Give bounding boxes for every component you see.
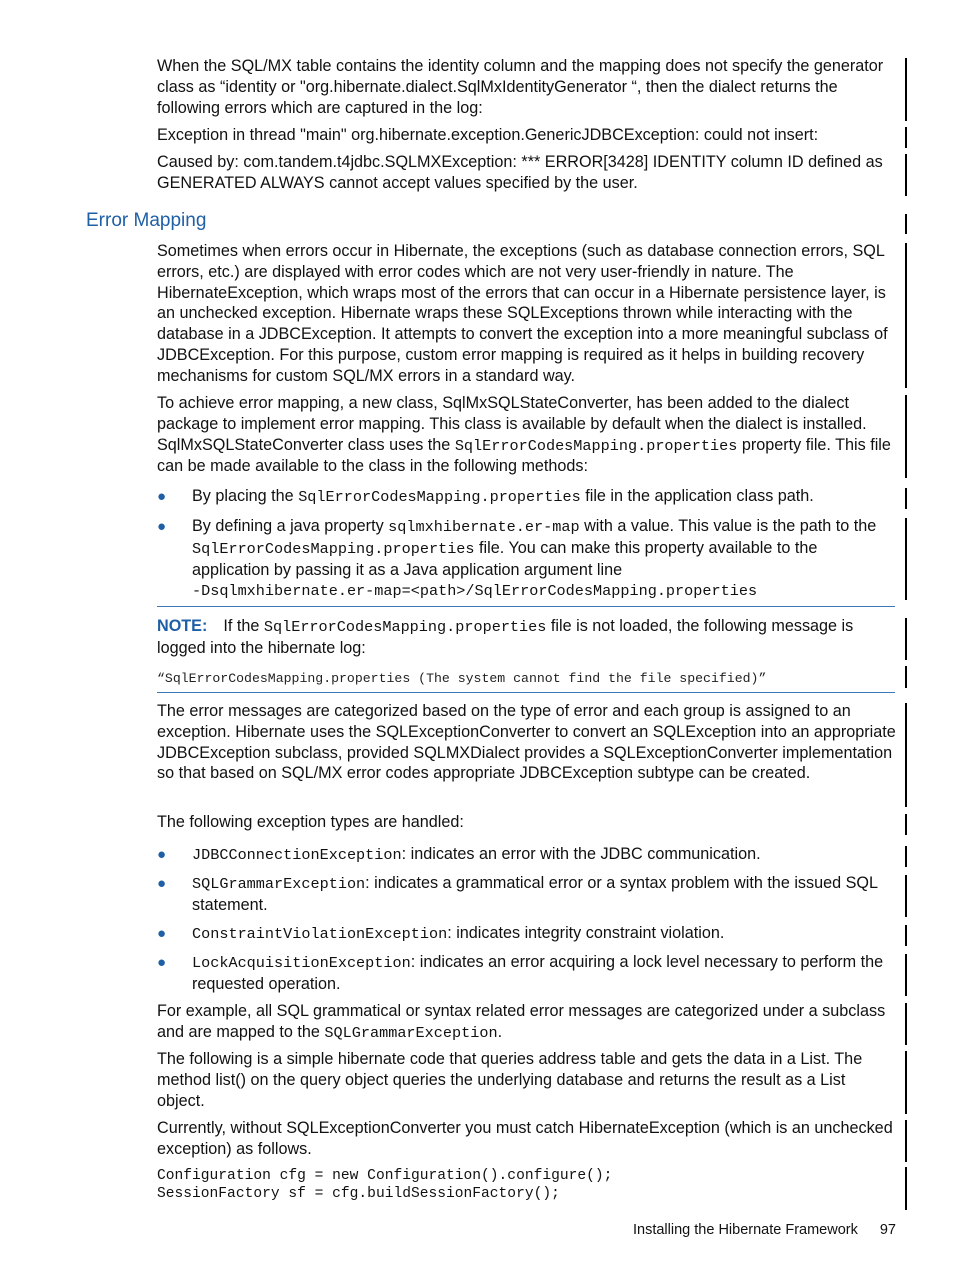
list-item: ● By defining a java property sqlmxhibernate.er-map with a value. This value is the path to the SqlErrorCodesMapping.properties file. You can make this property available to the application by passing it as a Java application argument line -Dsqlmxhibernate.er-map=<path>/SqlErrorCodesMapping.properties xyxy=(157,517,877,601)
footer-title: Installing the Hibernate Framework xyxy=(633,1222,858,1238)
section-paragraph-6: The following is a simple hibernate code that queries address table and gets the data in a List. The method list() on the query object queries the underlying database and returns the result as a List object. xyxy=(157,1050,863,1110)
intro-paragraph-3: Caused by: com.tandem.t4jdbc.SQLMXException: *** ERROR[3428] IDENTITY column ID defined as GENERATED ALWAYS cannot accept values specified by the user. xyxy=(157,153,883,192)
section-paragraph-3: The error messages are categorized based on the type of error and each group is assigned to an exception. Hibernate uses the SQLExceptionConverter to convert an SQLException into an appropriate JDBCException subclass, provided SQLMXDialect provides a SQLExceptionConverter implementation so that based on SQL/MX error codes appropriate JDBCException subtype can be created. xyxy=(157,702,896,783)
change-bar xyxy=(905,214,907,234)
note-top-rule xyxy=(157,606,895,607)
change-bar xyxy=(905,154,907,196)
intro-paragraph-2: Exception in thread "main" org.hibernate.exception.GenericJDBCException: could not insert: xyxy=(157,126,819,144)
section-paragraph-4: The following exception types are handled: xyxy=(157,813,464,831)
code-block xyxy=(157,1167,897,1203)
inline-code: SqlErrorCodesMapping.properties xyxy=(454,436,738,455)
list-item: ● SQLGrammarException: indicates a grammatical error or a syntax problem with the issued SQL statement. xyxy=(157,874,878,914)
change-bar xyxy=(905,925,907,946)
change-bar xyxy=(905,395,907,478)
bullet-icon: ● xyxy=(157,925,167,942)
note-label: NOTE: xyxy=(157,617,208,635)
note-box: NOTE: If the SqlErrorCodesMapping.properties file is not loaded, the following message is logged into the hibernate log: xyxy=(157,617,854,657)
intro-paragraph-1: When the SQL/MX table contains the identity column and the mapping does not specify the generator class as “identity or "org.hibernate.dialect.SqlMxIdentityGenerator “, then the dialect returns the following errors which are captured in the log: xyxy=(157,57,884,117)
bullet-icon: ● xyxy=(157,518,167,535)
change-bar xyxy=(905,1051,907,1114)
inline-code: SqlErrorCodesMapping.properties xyxy=(263,618,547,636)
change-bar xyxy=(905,127,907,148)
inline-code: sqlmxhibernate.er-map xyxy=(388,518,580,536)
list-item: ● LockAcquisitionException: indicates an error acquiring a lock level necessary to perform the requested operation. xyxy=(157,953,884,993)
change-bar xyxy=(905,703,907,807)
inline-code: SqlErrorCodesMapping.properties xyxy=(298,488,581,506)
note-log-line: “SqlErrorCodesMapping.properties (The system cannot find the file specified)” xyxy=(157,671,767,686)
note-bottom-rule xyxy=(157,692,895,693)
code-line: SessionFactory sf = cfg.buildSessionFactory(); xyxy=(157,1186,560,1202)
change-bar xyxy=(905,58,907,121)
bullet-icon: ● xyxy=(157,875,167,892)
page-number: 97 xyxy=(879,1222,896,1238)
change-bar xyxy=(905,814,907,835)
bullet-icon: ● xyxy=(157,954,167,971)
inline-code: -Dsqlmxhibernate.er-map=<path>/SqlErrorCodesMapping.properties xyxy=(192,582,758,601)
bullet-icon: ● xyxy=(157,488,167,505)
change-bar xyxy=(905,488,907,509)
inline-code: ConstraintViolationException xyxy=(192,925,448,943)
list-item: ● ConstraintViolationException: indicates integrity constraint violation. xyxy=(157,924,725,943)
change-bar xyxy=(905,618,907,660)
section-paragraph-7: Currently, without SQLExceptionConverter you must catch HibernateException (which is an unchecked exception) as follows. xyxy=(157,1119,893,1158)
change-bar xyxy=(905,243,907,388)
change-bar xyxy=(905,1167,907,1210)
list-item: ● JDBCConnectionException: indicates an error with the JDBC communication. xyxy=(157,845,761,864)
change-bar xyxy=(905,666,907,688)
inline-code: SQLGrammarException xyxy=(192,875,366,893)
section-paragraph-1: Sometimes when errors occur in Hibernate, the exceptions (such as database connection errors, SQL errors, etc.) are displayed with error codes which are not very user-friendly in nature. The HibernateException, which wraps most of the errors that can occur in a Hibernate persistence layer, is an unchecked exception. Hibernate wraps these SQLExceptions thrown while interacting with the database in a JDBCException. It attempts to convert the exception into a more meaningful subclass of JDBCException. For this purpose, custom error mapping is required as it helps in building recovery mechanisms for custom SQL/MX errors in a standard way. xyxy=(157,242,888,385)
inline-code: SQLGrammarException xyxy=(324,1023,498,1042)
change-bar xyxy=(905,1120,907,1162)
inline-code: SqlErrorCodesMapping.properties xyxy=(192,539,475,558)
inline-code: LockAcquisitionException xyxy=(192,954,411,972)
section-paragraph-5: For example, all SQL grammatical or syntax related error messages are categorized under a subclass and are mapped to the SQLGrammarException. xyxy=(157,1002,886,1042)
list-item: ● By placing the SqlErrorCodesMapping.properties file in the application class path. xyxy=(157,487,814,506)
change-bar xyxy=(905,846,907,867)
change-bar xyxy=(905,518,907,600)
inline-code: JDBCConnectionException xyxy=(192,846,402,864)
code-line: Configuration cfg = new Configuration().configure(); xyxy=(157,1168,613,1184)
change-bar xyxy=(905,954,907,996)
change-bar xyxy=(905,875,907,917)
section-heading: Error Mapping xyxy=(86,210,207,231)
bullet-icon: ● xyxy=(157,846,167,863)
change-bar xyxy=(905,1003,907,1045)
section-paragraph-2: To achieve error mapping, a new class, SqlMxSQLStateConverter, has been added to the dialect package to implement error mapping. This class is available by default when the dialect is installed. SqlMxSQLStateConverter class uses the SqlErrorCodesMapping.properties property file. This file can be made available to the class in the following methods: xyxy=(157,394,891,476)
page-footer xyxy=(633,1222,896,1238)
